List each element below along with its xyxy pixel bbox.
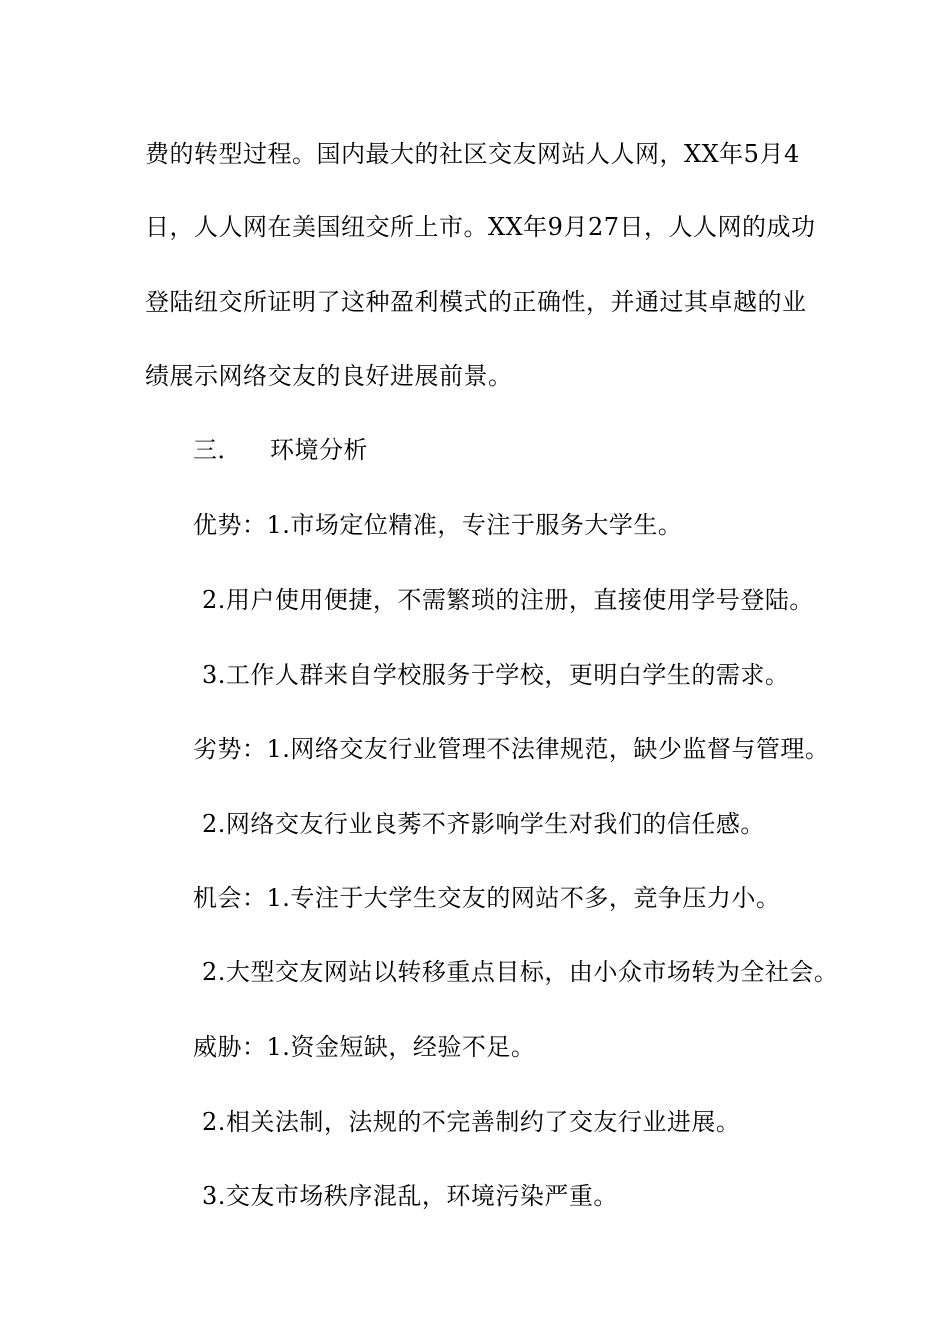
swot-strength-3: 3.工作人群来自学校服务于学校，更明白学生的需求。 (202, 661, 790, 689)
paragraph-line: 登陆纽交所证明了这种盈利模式的正确性，并通过其卓越的业 (145, 288, 807, 316)
swot-weakness-2: 2.网络交友行业良莠不齐影响学生对我们的信任感。 (202, 810, 765, 838)
paragraph-line: 费的转型过程。国内最大的社区交友网站人人网，XX年5月4 (145, 140, 800, 168)
section-number: 三． (193, 436, 242, 464)
swot-threat-2: 2.相关法制，法规的不完善制约了交友行业进展。 (202, 1108, 741, 1136)
paragraph-line: 绩展示网络交友的良好进展前景。 (145, 362, 513, 390)
swot-threat-1: 威胁：1.资金短缺，经验不足。 (193, 1033, 536, 1061)
section-heading (193, 434, 368, 466)
swot-threat-3: 3.交友市场秩序混乱，环境污染严重。 (202, 1182, 618, 1210)
swot-strength-1: 优势：1.市场定位精准，专注于服务大学生。 (193, 511, 683, 539)
swot-opportunity-1: 机会：1.专注于大学生交友的网站不多，竞争压力小。 (193, 884, 781, 912)
paragraph-line: 日，人人网在美国纽交所上市。XX年9月27日，人人网的成功 (145, 213, 816, 241)
section-title: 环境分析 (270, 436, 368, 464)
swot-weakness-1: 劣势：1.网络交友行业管理不法律规范，缺少监督与管理。 (193, 735, 830, 763)
swot-opportunity-2: 2.大型交友网站以转移重点目标，由小众市场转为全社会。 (202, 958, 839, 986)
swot-strength-2: 2.用户使用便捷，不需繁琐的注册，直接使用学号登陆。 (202, 586, 814, 614)
